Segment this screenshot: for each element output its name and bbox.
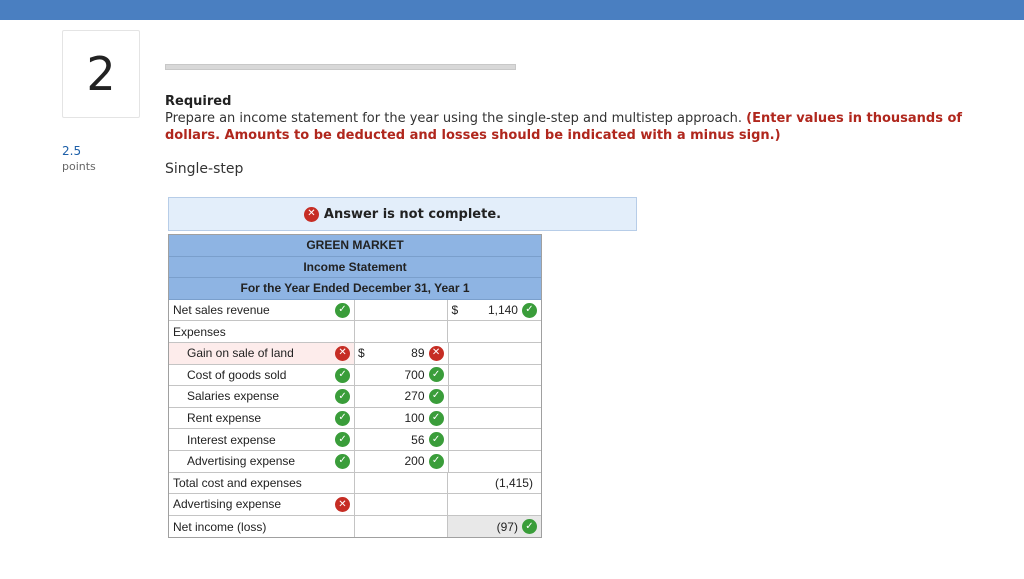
check-circle-icon: ✓ [335,368,350,383]
top-bar [0,0,1024,20]
amount-cell-col3[interactable] [449,451,541,472]
amount-cell-col2[interactable] [355,473,449,494]
check-circle-icon: ✓ [429,389,444,404]
amount-cell-col3[interactable] [449,386,541,407]
x-circle-icon: ✕ [335,497,350,512]
table-row [169,516,541,538]
row-label: Cost of goods sold [187,367,287,382]
row-label-cell[interactable] [169,408,355,429]
row-label-cell[interactable] [169,494,355,515]
amount-cell-col2[interactable] [355,494,449,515]
amount-cell-col3[interactable] [449,365,541,386]
check-circle-icon: ✓ [335,303,350,318]
row-label-cell[interactable] [169,516,355,538]
statement-rows [169,300,541,538]
row-label: Rent expense [187,411,262,426]
check-circle-icon: ✓ [429,432,444,447]
table-row [169,343,541,365]
amount-value: 200 [404,454,425,469]
check-circle-icon: ✓ [429,411,444,426]
amount-cell-col2[interactable] [355,386,448,407]
amount-value: 56 [411,432,425,447]
x-circle-icon: ✕ [429,346,444,361]
amount-value: (1,415) [494,475,533,490]
table-row [169,300,541,322]
check-circle-icon: ✓ [522,519,537,534]
statement-title: Income Statement [169,257,541,279]
check-circle-icon: ✓ [335,389,350,404]
amount-cell-col2[interactable] [355,343,448,364]
table-row [169,321,541,343]
amount-value: 89 [411,346,425,361]
question-number-text: 2 [86,47,116,101]
statement-company: GREEN MARKET [169,235,541,257]
answer-status-text: Answer is not complete. [323,206,502,222]
check-circle-icon: ✓ [335,432,350,447]
required-instructions [165,110,1005,144]
row-label: Advertising expense [187,454,296,469]
amount-cell-col2[interactable] [355,429,448,450]
check-circle-icon: ✓ [522,303,537,318]
check-circle-icon: ✓ [335,411,350,426]
x-circle-icon: ✕ [304,207,319,222]
row-label-cell[interactable] [169,343,355,364]
table-row [169,408,541,430]
amount-cell-col3[interactable] [449,408,541,429]
check-circle-icon: ✓ [429,367,444,382]
amount-value: 1,140 [487,303,518,318]
row-label: Net sales revenue [173,303,270,318]
row-label-cell[interactable] [169,386,355,407]
row-label-cell[interactable] [169,365,355,386]
check-circle-icon: ✓ [429,454,444,469]
progress-bar [165,64,516,70]
amount-value: 270 [404,389,425,404]
dollar-sign: $ [358,345,365,360]
table-row [169,386,541,408]
row-label: Total cost and expenses [173,475,302,490]
row-label: Interest expense [187,432,276,447]
amount-cell-col2[interactable] [355,408,448,429]
amount-cell-col3[interactable] [448,516,541,538]
amount-cell-col3[interactable] [448,473,541,494]
row-label-cell[interactable] [169,321,355,342]
answer-status-banner [168,197,637,231]
row-label: Expenses [173,324,226,339]
income-statement-table [168,234,542,538]
amount-cell-col3[interactable] [449,343,541,364]
row-label: Advertising expense [173,497,282,512]
table-row [169,365,541,387]
points-value: 2.5 [62,144,82,158]
table-row [169,494,541,516]
amount-cell-col2[interactable] [355,365,448,386]
required-text: Prepare an income statement for the year using the single-step and multistep approach. [165,111,743,126]
row-label-cell[interactable] [169,451,355,472]
row-label: Net income (loss) [173,519,267,534]
row-label-cell[interactable] [169,473,355,494]
amount-cell-col2[interactable] [355,451,448,472]
row-label: Gain on sale of land [187,346,294,361]
required-note: (Enter values in thousands of dollars. Amounts to be deducted and losses should be indicated with a minus sign.) [165,111,963,143]
amount-value: 700 [404,367,425,382]
table-row [169,473,541,495]
points-label: points [62,160,96,173]
amount-cell-col3[interactable] [448,494,541,515]
amount-value: (97) [496,519,518,534]
x-circle-icon: ✕ [335,346,350,361]
section-label: Single-step [165,161,244,177]
amount-cell-col3[interactable] [448,300,541,321]
amount-cell-col3[interactable] [448,321,541,342]
table-row [169,429,541,451]
check-circle-icon: ✓ [335,454,350,469]
amount-cell-col2[interactable] [355,300,449,321]
amount-cell-col2[interactable] [355,516,449,538]
amount-value: 100 [404,411,425,426]
amount-cell-col3[interactable] [449,429,541,450]
question-number [62,30,140,118]
table-row [169,451,541,473]
row-label-cell[interactable] [169,429,355,450]
required-title: Required [165,94,232,109]
amount-cell-col2[interactable] [355,321,449,342]
row-label-cell[interactable] [169,300,355,321]
statement-period: For the Year Ended December 31, Year 1 [169,278,541,300]
dollar-sign: $ [451,302,459,317]
row-label: Salaries expense [187,389,280,404]
